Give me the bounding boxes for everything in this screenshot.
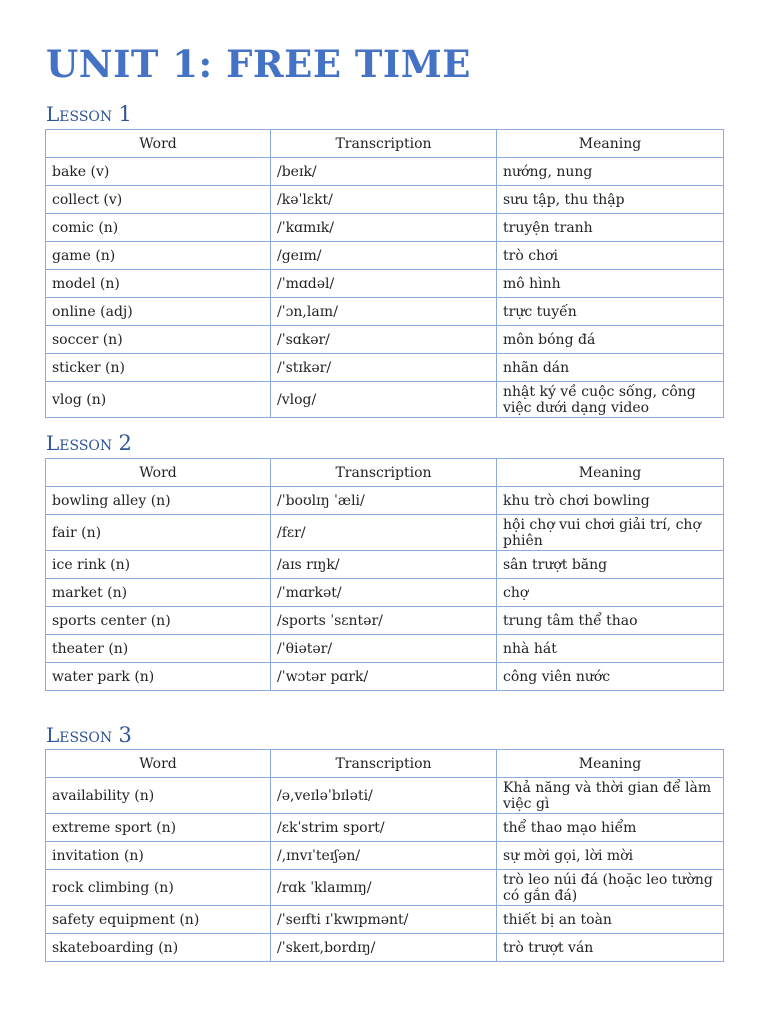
table-row <box>46 186 724 214</box>
meaning-cell: trung tâm thể thao <box>497 607 724 635</box>
meaning-cell: trò trượt ván <box>497 934 724 962</box>
lesson-1-table <box>45 129 724 418</box>
header-transcription: Transcription <box>271 459 497 487</box>
word-cell: game (n) <box>46 242 271 270</box>
table-row <box>46 635 724 663</box>
transcription-cell: /ˈmɑdəl/ <box>271 270 497 298</box>
table-row <box>46 354 724 382</box>
meaning-cell: Khả năng và thời gian để làm việc gì <box>497 778 724 814</box>
word-cell: invitation (n) <box>46 842 271 870</box>
header-meaning: Meaning <box>497 750 724 778</box>
meaning-cell: công viên nước <box>497 663 724 691</box>
word-cell: sports center (n) <box>46 607 271 635</box>
table-row <box>46 870 724 906</box>
transcription-cell: /ˈsɑkər/ <box>271 326 497 354</box>
word-cell: collect (v) <box>46 186 271 214</box>
table-row <box>46 487 724 515</box>
meaning-cell: nhật ký về cuộc sống, công việc dưới dạng video <box>497 382 724 418</box>
transcription-cell: /ɛkˈstrim sport/ <box>271 814 497 842</box>
transcription-cell: /ˈboʊlɪŋ ˈæli/ <box>271 487 497 515</box>
table-header-row <box>46 750 724 778</box>
transcription-cell: /ˈmɑrkət/ <box>271 579 497 607</box>
table-row <box>46 842 724 870</box>
header-meaning: Meaning <box>497 459 724 487</box>
table-row <box>46 242 724 270</box>
transcription-cell: /,ɪnvɪˈteɪʃən/ <box>271 842 497 870</box>
word-cell: bake (v) <box>46 158 271 186</box>
meaning-cell: sưu tập, thu thập <box>497 186 724 214</box>
meaning-cell: hội chợ vui chơi giải trí, chợ phiên <box>497 515 724 551</box>
word-cell: market (n) <box>46 579 271 607</box>
table-row <box>46 663 724 691</box>
meaning-cell: mô hình <box>497 270 724 298</box>
table-row <box>46 270 724 298</box>
meaning-cell: trò leo núi đá (hoặc leo tường có gắn đá) <box>497 870 724 906</box>
lesson-2-table <box>45 458 724 691</box>
meaning-cell: nhãn dán <box>497 354 724 382</box>
word-cell: vlog (n) <box>46 382 271 418</box>
transcription-cell: /geɪm/ <box>271 242 497 270</box>
transcription-cell: /beɪk/ <box>271 158 497 186</box>
table-row <box>46 326 724 354</box>
word-cell: fair (n) <box>46 515 271 551</box>
meaning-cell: môn bóng đá <box>497 326 724 354</box>
word-cell: safety equipment (n) <box>46 906 271 934</box>
header-word: Word <box>46 130 271 158</box>
word-cell: ice rink (n) <box>46 551 271 579</box>
meaning-cell: nhà hát <box>497 635 724 663</box>
transcription-cell: /ˈstɪkər/ <box>271 354 497 382</box>
transcription-cell: /ə,veɪləˈbɪləti/ <box>271 778 497 814</box>
word-cell: online (adj) <box>46 298 271 326</box>
transcription-cell: /aɪs rɪŋk/ <box>271 551 497 579</box>
word-cell: comic (n) <box>46 214 271 242</box>
lesson-2-heading-word: Lesson <box>46 431 113 455</box>
table-row <box>46 158 724 186</box>
transcription-cell: /fɛr/ <box>271 515 497 551</box>
transcription-cell: /ˈɔn,laɪn/ <box>271 298 497 326</box>
lesson-3-heading-word: Lesson <box>46 723 113 747</box>
transcription-cell: /rɑk ˈklaɪmɪŋ/ <box>271 870 497 906</box>
meaning-cell: nướng, nung <box>497 158 724 186</box>
table-row <box>46 778 724 814</box>
transcription-cell: /ˈseɪfti ɪˈkwɪpmənt/ <box>271 906 497 934</box>
table-row <box>46 298 724 326</box>
word-cell: skateboarding (n) <box>46 934 271 962</box>
table-row <box>46 906 724 934</box>
lesson-2-heading <box>46 431 132 455</box>
header-word: Word <box>46 459 271 487</box>
transcription-cell: /ˈkɑmɪk/ <box>271 214 497 242</box>
lesson-3-heading <box>46 723 132 747</box>
table-header-row <box>46 459 724 487</box>
header-transcription: Transcription <box>271 130 497 158</box>
table-row <box>46 934 724 962</box>
meaning-cell: khu trò chơi bowling <box>497 487 724 515</box>
word-cell: extreme sport (n) <box>46 814 271 842</box>
meaning-cell: thể thao mạo hiểm <box>497 814 724 842</box>
meaning-cell: chợ <box>497 579 724 607</box>
table-row <box>46 579 724 607</box>
transcription-cell: /vlog/ <box>271 382 497 418</box>
table-row <box>46 382 724 418</box>
meaning-cell: sự mời gọi, lời mời <box>497 842 724 870</box>
word-cell: water park (n) <box>46 663 271 691</box>
page-title: UNIT 1: FREE TIME <box>46 42 471 86</box>
word-cell: model (n) <box>46 270 271 298</box>
table-header-row <box>46 130 724 158</box>
lesson-1-heading-word: Lesson <box>46 102 113 126</box>
lesson-2-heading-number: 2 <box>118 431 132 455</box>
transcription-cell: /ˈskeɪt,bordɪŋ/ <box>271 934 497 962</box>
meaning-cell: sân trượt băng <box>497 551 724 579</box>
lesson-3-heading-number: 3 <box>118 723 132 747</box>
table-row <box>46 515 724 551</box>
meaning-cell: truyện tranh <box>497 214 724 242</box>
word-cell: soccer (n) <box>46 326 271 354</box>
word-cell: rock climbing (n) <box>46 870 271 906</box>
lesson-3-table <box>45 749 724 962</box>
transcription-cell: /kəˈlɛkt/ <box>271 186 497 214</box>
word-cell: sticker (n) <box>46 354 271 382</box>
table-row <box>46 214 724 242</box>
lesson-1-heading-number: 1 <box>118 102 132 126</box>
header-meaning: Meaning <box>497 130 724 158</box>
transcription-cell: /ˈwɔtər pɑrk/ <box>271 663 497 691</box>
table-row <box>46 551 724 579</box>
table-row <box>46 814 724 842</box>
header-word: Word <box>46 750 271 778</box>
transcription-cell: /sports ˈsɛntər/ <box>271 607 497 635</box>
header-transcription: Transcription <box>271 750 497 778</box>
meaning-cell: trực tuyến <box>497 298 724 326</box>
lesson-1-heading <box>46 102 132 126</box>
word-cell: availability (n) <box>46 778 271 814</box>
meaning-cell: thiết bị an toàn <box>497 906 724 934</box>
table-row <box>46 607 724 635</box>
word-cell: bowling alley (n) <box>46 487 271 515</box>
word-cell: theater (n) <box>46 635 271 663</box>
transcription-cell: /ˈθiətər/ <box>271 635 497 663</box>
meaning-cell: trò chơi <box>497 242 724 270</box>
